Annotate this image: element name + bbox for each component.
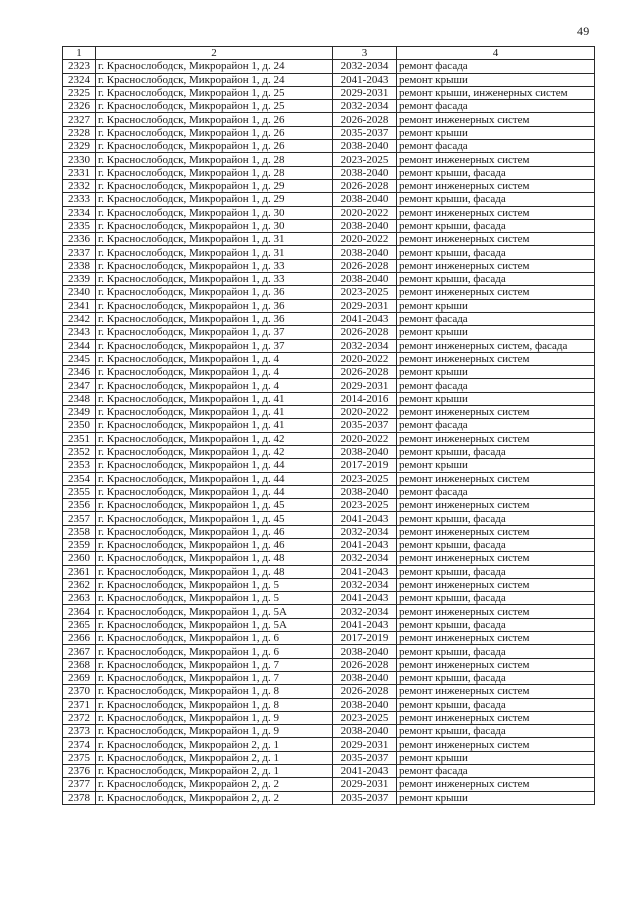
address-cell: г. Краснослободск, Микрорайон 1, д. 48 [96, 565, 333, 578]
work-type-cell: ремонт крыши, фасада [397, 445, 595, 458]
row-number-cell: 2347 [63, 379, 96, 392]
period-cell: 2026-2028 [333, 658, 397, 671]
row-number-cell: 2365 [63, 618, 96, 631]
work-type-cell: ремонт фасада [397, 379, 595, 392]
table-row [63, 485, 595, 498]
work-type-cell: ремонт инженерных систем [397, 153, 595, 166]
row-number-cell: 2329 [63, 140, 96, 153]
row-number-cell: 2373 [63, 725, 96, 738]
table-row [63, 765, 595, 778]
row-number-cell: 2377 [63, 778, 96, 791]
table-row [63, 711, 595, 724]
address-cell: г. Краснослободск, Микрорайон 2, д. 2 [96, 791, 333, 804]
row-number-cell: 2349 [63, 406, 96, 419]
table-row [63, 206, 595, 219]
work-type-cell: ремонт крыши [397, 751, 595, 764]
address-cell: г. Краснослободск, Микрорайон 1, д. 4 [96, 379, 333, 392]
page-number: 49 [577, 24, 590, 38]
table-row [63, 499, 595, 512]
row-number-cell: 2337 [63, 246, 96, 259]
row-number-cell: 2360 [63, 552, 96, 565]
period-cell: 2032-2034 [333, 552, 397, 565]
period-cell: 2032-2034 [333, 525, 397, 538]
period-cell: 2029-2031 [333, 299, 397, 312]
period-cell: 2014-2016 [333, 392, 397, 405]
table-row [63, 312, 595, 325]
period-cell: 2023-2025 [333, 472, 397, 485]
address-cell: г. Краснослободск, Микрорайон 1, д. 9 [96, 725, 333, 738]
address-cell: г. Краснослободск, Микрорайон 1, д. 26 [96, 140, 333, 153]
table-row [63, 299, 595, 312]
address-cell: г. Краснослободск, Микрорайон 1, д. 30 [96, 206, 333, 219]
work-type-cell: ремонт фасада [397, 485, 595, 498]
work-type-cell: ремонт крыши, фасада [397, 671, 595, 684]
table-row [63, 419, 595, 432]
work-type-cell: ремонт инженерных систем [397, 206, 595, 219]
period-cell: 2041-2043 [333, 592, 397, 605]
row-number-cell: 2338 [63, 259, 96, 272]
table-row [63, 286, 595, 299]
work-type-cell: ремонт крыши, фасада [397, 166, 595, 179]
row-number-cell: 2362 [63, 578, 96, 591]
work-type-cell: ремонт фасада [397, 140, 595, 153]
address-cell: г. Краснослободск, Микрорайон 1, д. 33 [96, 273, 333, 286]
address-cell: г. Краснослободск, Микрорайон 1, д. 36 [96, 312, 333, 325]
work-type-cell: ремонт инженерных систем [397, 432, 595, 445]
row-number-cell: 2326 [63, 100, 96, 113]
repair-schedule-table [62, 46, 595, 805]
period-cell: 2023-2025 [333, 153, 397, 166]
table-row [63, 379, 595, 392]
work-type-cell: ремонт инженерных систем [397, 778, 595, 791]
row-number-cell: 2368 [63, 658, 96, 671]
table-row [63, 685, 595, 698]
period-cell: 2038-2040 [333, 219, 397, 232]
work-type-cell: ремонт крыши, фасада [397, 645, 595, 658]
address-cell: г. Краснослободск, Микрорайон 1, д. 8 [96, 698, 333, 711]
period-cell: 2020-2022 [333, 233, 397, 246]
work-type-cell: ремонт инженерных систем [397, 286, 595, 299]
work-type-cell: ремонт крыши, фасада [397, 273, 595, 286]
period-cell: 2026-2028 [333, 326, 397, 339]
period-cell: 2038-2040 [333, 725, 397, 738]
row-number-cell: 2336 [63, 233, 96, 246]
address-cell: г. Краснослободск, Микрорайон 1, д. 9 [96, 711, 333, 724]
work-type-cell: ремонт фасада [397, 765, 595, 778]
period-cell: 2038-2040 [333, 485, 397, 498]
row-number-cell: 2371 [63, 698, 96, 711]
row-number-cell: 2341 [63, 299, 96, 312]
period-cell: 2038-2040 [333, 140, 397, 153]
table-row [63, 538, 595, 551]
address-cell: г. Краснослободск, Микрорайон 1, д. 4 [96, 352, 333, 365]
address-cell: г. Краснослободск, Микрорайон 1, д. 44 [96, 485, 333, 498]
work-type-cell: ремонт крыши, фасада [397, 592, 595, 605]
table-row [63, 671, 595, 684]
work-type-cell: ремонт крыши, фасада [397, 565, 595, 578]
table-row [63, 618, 595, 631]
work-type-cell: ремонт фасада [397, 419, 595, 432]
address-cell: г. Краснослободск, Микрорайон 1, д. 5 [96, 592, 333, 605]
period-cell: 2029-2031 [333, 86, 397, 99]
work-type-cell: ремонт инженерных систем [397, 525, 595, 538]
period-cell: 2041-2043 [333, 312, 397, 325]
work-type-cell: ремонт инженерных систем [397, 605, 595, 618]
table-row [63, 445, 595, 458]
table-row [63, 472, 595, 485]
address-cell: г. Краснослободск, Микрорайон 1, д. 25 [96, 86, 333, 99]
address-cell: г. Краснослободск, Микрорайон 1, д. 44 [96, 472, 333, 485]
table-row [63, 751, 595, 764]
row-number-cell: 2327 [63, 113, 96, 126]
period-cell: 2023-2025 [333, 286, 397, 299]
row-number-cell: 2359 [63, 538, 96, 551]
period-cell: 2026-2028 [333, 366, 397, 379]
table-row [63, 326, 595, 339]
row-number-cell: 2353 [63, 459, 96, 472]
table-row [63, 725, 595, 738]
period-cell: 2020-2022 [333, 352, 397, 365]
work-type-cell: ремонт крыши, фасада [397, 538, 595, 551]
address-cell: г. Краснослободск, Микрорайон 1, д. 26 [96, 113, 333, 126]
work-type-cell: ремонт крыши [397, 299, 595, 312]
table-row [63, 565, 595, 578]
address-cell: г. Краснослободск, Микрорайон 2, д. 1 [96, 738, 333, 751]
work-type-cell: ремонт инженерных систем [397, 113, 595, 126]
address-cell: г. Краснослободск, Микрорайон 1, д. 41 [96, 406, 333, 419]
period-cell: 2026-2028 [333, 113, 397, 126]
address-cell: г. Краснослободск, Микрорайон 2, д. 2 [96, 778, 333, 791]
address-cell: г. Краснослободск, Микрорайон 1, д. 42 [96, 432, 333, 445]
row-number-cell: 2375 [63, 751, 96, 764]
address-cell: г. Краснослободск, Микрорайон 1, д. 41 [96, 392, 333, 405]
period-cell: 2029-2031 [333, 379, 397, 392]
work-type-cell: ремонт крыши [397, 459, 595, 472]
address-cell: г. Краснослободск, Микрорайон 1, д. 42 [96, 445, 333, 458]
work-type-cell: ремонт инженерных систем [397, 259, 595, 272]
address-cell: г. Краснослободск, Микрорайон 1, д. 28 [96, 166, 333, 179]
period-cell: 2020-2022 [333, 432, 397, 445]
address-cell: г. Краснослободск, Микрорайон 1, д. 24 [96, 73, 333, 86]
row-number-cell: 2370 [63, 685, 96, 698]
address-cell: г. Краснослободск, Микрорайон 1, д. 36 [96, 286, 333, 299]
address-cell: г. Краснослободск, Микрорайон 1, д. 25 [96, 100, 333, 113]
table-row [63, 153, 595, 166]
table-row [63, 605, 595, 618]
table-row [63, 166, 595, 179]
work-type-cell: ремонт крыши, фасада [397, 698, 595, 711]
table-row [63, 592, 595, 605]
row-number-cell: 2343 [63, 326, 96, 339]
period-cell: 2026-2028 [333, 259, 397, 272]
row-number-cell: 2358 [63, 525, 96, 538]
table-row [63, 86, 595, 99]
period-cell: 2032-2034 [333, 339, 397, 352]
work-type-cell: ремонт фасада [397, 60, 595, 73]
table-row [63, 273, 595, 286]
address-cell: г. Краснослободск, Микрорайон 1, д. 4 [96, 366, 333, 379]
row-number-cell: 2361 [63, 565, 96, 578]
table-row [63, 100, 595, 113]
work-type-cell: ремонт инженерных систем [397, 578, 595, 591]
row-number-cell: 2323 [63, 60, 96, 73]
row-number-cell: 2345 [63, 352, 96, 365]
row-number-cell: 2350 [63, 419, 96, 432]
address-cell: г. Краснослободск, Микрорайон 1, д. 8 [96, 685, 333, 698]
table-row [63, 179, 595, 192]
work-type-cell: ремонт крыши, фасада [397, 219, 595, 232]
work-type-cell: ремонт инженерных систем [397, 738, 595, 751]
work-type-cell: ремонт инженерных систем [397, 658, 595, 671]
work-type-cell: ремонт крыши, фасада [397, 725, 595, 738]
table-row [63, 459, 595, 472]
address-cell: г. Краснослободск, Микрорайон 1, д. 7 [96, 671, 333, 684]
period-cell: 2038-2040 [333, 246, 397, 259]
table-row [63, 352, 595, 365]
column-header-3: 3 [333, 47, 397, 60]
column-number-row [63, 47, 595, 60]
table-row [63, 406, 595, 419]
address-cell: г. Краснослободск, Микрорайон 2, д. 1 [96, 751, 333, 764]
row-number-cell: 2354 [63, 472, 96, 485]
row-number-cell: 2330 [63, 153, 96, 166]
address-cell: г. Краснослободск, Микрорайон 1, д. 6 [96, 632, 333, 645]
work-type-cell: ремонт крыши, фасада [397, 512, 595, 525]
work-type-cell: ремонт инженерных систем [397, 406, 595, 419]
table-row [63, 73, 595, 86]
address-cell: г. Краснослободск, Микрорайон 1, д. 45 [96, 499, 333, 512]
address-cell: г. Краснослободск, Микрорайон 1, д. 45 [96, 512, 333, 525]
address-cell: г. Краснослободск, Микрорайон 1, д. 30 [96, 219, 333, 232]
work-type-cell: ремонт крыши [397, 326, 595, 339]
work-type-cell: ремонт инженерных систем [397, 499, 595, 512]
address-cell: г. Краснослободск, Микрорайон 1, д. 31 [96, 233, 333, 246]
table-row [63, 219, 595, 232]
row-number-cell: 2378 [63, 791, 96, 804]
table-row [63, 525, 595, 538]
period-cell: 2035-2037 [333, 419, 397, 432]
row-number-cell: 2340 [63, 286, 96, 299]
address-cell: г. Краснослободск, Микрорайон 1, д. 6 [96, 645, 333, 658]
table-body [63, 60, 595, 805]
work-type-cell: ремонт крыши, инженерных систем [397, 86, 595, 99]
column-header-2: 2 [96, 47, 333, 60]
work-type-cell: ремонт инженерных систем [397, 685, 595, 698]
table-row [63, 259, 595, 272]
row-number-cell: 2335 [63, 219, 96, 232]
address-cell: г. Краснослободск, Микрорайон 1, д. 7 [96, 658, 333, 671]
period-cell: 2032-2034 [333, 60, 397, 73]
address-cell: г. Краснослободск, Микрорайон 1, д. 36 [96, 299, 333, 312]
period-cell: 2017-2019 [333, 632, 397, 645]
table-row [63, 392, 595, 405]
period-cell: 2035-2037 [333, 791, 397, 804]
work-type-cell: ремонт крыши, фасада [397, 246, 595, 259]
table-row [63, 60, 595, 73]
period-cell: 2038-2040 [333, 445, 397, 458]
period-cell: 2029-2031 [333, 778, 397, 791]
period-cell: 2041-2043 [333, 765, 397, 778]
row-number-cell: 2324 [63, 73, 96, 86]
row-number-cell: 2369 [63, 671, 96, 684]
address-cell: г. Краснослободск, Микрорайон 1, д. 37 [96, 326, 333, 339]
address-cell: г. Краснослободск, Микрорайон 2, д. 1 [96, 765, 333, 778]
address-cell: г. Краснослободск, Микрорайон 1, д. 46 [96, 525, 333, 538]
work-type-cell: ремонт крыши, фасада [397, 618, 595, 631]
period-cell: 2038-2040 [333, 166, 397, 179]
row-number-cell: 2346 [63, 366, 96, 379]
table-row [63, 339, 595, 352]
column-header-4: 4 [397, 47, 595, 60]
address-cell: г. Краснослободск, Микрорайон 1, д. 5 [96, 578, 333, 591]
table-row [63, 512, 595, 525]
work-type-cell: ремонт крыши [397, 392, 595, 405]
row-number-cell: 2328 [63, 126, 96, 139]
row-number-cell: 2367 [63, 645, 96, 658]
row-number-cell: 2376 [63, 765, 96, 778]
work-type-cell: ремонт инженерных систем [397, 711, 595, 724]
row-number-cell: 2357 [63, 512, 96, 525]
table-row [63, 658, 595, 671]
period-cell: 2020-2022 [333, 206, 397, 219]
address-cell: г. Краснослободск, Микрорайон 1, д. 33 [96, 259, 333, 272]
row-number-cell: 2355 [63, 485, 96, 498]
period-cell: 2041-2043 [333, 565, 397, 578]
work-type-cell: ремонт инженерных систем, фасада [397, 339, 595, 352]
period-cell: 2026-2028 [333, 179, 397, 192]
row-number-cell: 2363 [63, 592, 96, 605]
period-cell: 2038-2040 [333, 193, 397, 206]
period-cell: 2035-2037 [333, 126, 397, 139]
work-type-cell: ремонт инженерных систем [397, 472, 595, 485]
work-type-cell: ремонт инженерных систем [397, 352, 595, 365]
period-cell: 2038-2040 [333, 273, 397, 286]
row-number-cell: 2364 [63, 605, 96, 618]
work-type-cell: ремонт крыши [397, 126, 595, 139]
period-cell: 2038-2040 [333, 698, 397, 711]
row-number-cell: 2331 [63, 166, 96, 179]
work-type-cell: ремонт инженерных систем [397, 632, 595, 645]
period-cell: 2032-2034 [333, 100, 397, 113]
table-row [63, 233, 595, 246]
table-row [63, 645, 595, 658]
address-cell: г. Краснослободск, Микрорайон 1, д. 46 [96, 538, 333, 551]
work-type-cell: ремонт крыши [397, 366, 595, 379]
table-row [63, 126, 595, 139]
period-cell: 2035-2037 [333, 751, 397, 764]
period-cell: 2029-2031 [333, 738, 397, 751]
row-number-cell: 2351 [63, 432, 96, 445]
table-row [63, 738, 595, 751]
row-number-cell: 2325 [63, 86, 96, 99]
address-cell: г. Краснослободск, Микрорайон 1, д. 29 [96, 179, 333, 192]
period-cell: 2041-2043 [333, 73, 397, 86]
period-cell: 2026-2028 [333, 685, 397, 698]
table-row [63, 246, 595, 259]
row-number-cell: 2332 [63, 179, 96, 192]
work-type-cell: ремонт инженерных систем [397, 179, 595, 192]
row-number-cell: 2339 [63, 273, 96, 286]
row-number-cell: 2356 [63, 499, 96, 512]
row-number-cell: 2333 [63, 193, 96, 206]
row-number-cell: 2344 [63, 339, 96, 352]
address-cell: г. Краснослободск, Микрорайон 1, д. 37 [96, 339, 333, 352]
table-row [63, 140, 595, 153]
period-cell: 2023-2025 [333, 711, 397, 724]
period-cell: 2041-2043 [333, 618, 397, 631]
table-row [63, 432, 595, 445]
period-cell: 2041-2043 [333, 538, 397, 551]
address-cell: г. Краснослободск, Микрорайон 1, д. 29 [96, 193, 333, 206]
address-cell: г. Краснослободск, Микрорайон 1, д. 48 [96, 552, 333, 565]
period-cell: 2017-2019 [333, 459, 397, 472]
address-cell: г. Краснослободск, Микрорайон 1, д. 24 [96, 60, 333, 73]
address-cell: г. Краснослободск, Микрорайон 1, д. 31 [96, 246, 333, 259]
address-cell: г. Краснослободск, Микрорайон 1, д. 28 [96, 153, 333, 166]
work-type-cell: ремонт крыши [397, 791, 595, 804]
address-cell: г. Краснослободск, Микрорайон 1, д. 5А [96, 605, 333, 618]
work-type-cell: ремонт крыши, фасада [397, 193, 595, 206]
work-type-cell: ремонт фасада [397, 312, 595, 325]
row-number-cell: 2366 [63, 632, 96, 645]
period-cell: 2020-2022 [333, 406, 397, 419]
table-row [63, 632, 595, 645]
address-cell: г. Краснослободск, Микрорайон 1, д. 5А [96, 618, 333, 631]
row-number-cell: 2352 [63, 445, 96, 458]
period-cell: 2032-2034 [333, 605, 397, 618]
period-cell: 2041-2043 [333, 512, 397, 525]
table-row [63, 698, 595, 711]
work-type-cell: ремонт инженерных систем [397, 233, 595, 246]
work-type-cell: ремонт фасада [397, 100, 595, 113]
table-row [63, 791, 595, 804]
table-row [63, 578, 595, 591]
table-row [63, 366, 595, 379]
period-cell: 2038-2040 [333, 671, 397, 684]
row-number-cell: 2374 [63, 738, 96, 751]
address-cell: г. Краснослободск, Микрорайон 1, д. 44 [96, 459, 333, 472]
row-number-cell: 2372 [63, 711, 96, 724]
row-number-cell: 2334 [63, 206, 96, 219]
work-type-cell: ремонт крыши [397, 73, 595, 86]
address-cell: г. Краснослободск, Микрорайон 1, д. 26 [96, 126, 333, 139]
table-row [63, 193, 595, 206]
period-cell: 2038-2040 [333, 645, 397, 658]
row-number-cell: 2348 [63, 392, 96, 405]
table-row [63, 552, 595, 565]
address-cell: г. Краснослободск, Микрорайон 1, д. 41 [96, 419, 333, 432]
period-cell: 2023-2025 [333, 499, 397, 512]
row-number-cell: 2342 [63, 312, 96, 325]
work-type-cell: ремонт инженерных систем [397, 552, 595, 565]
table-row [63, 113, 595, 126]
column-header-1: 1 [63, 47, 96, 60]
period-cell: 2032-2034 [333, 578, 397, 591]
table-row [63, 778, 595, 791]
